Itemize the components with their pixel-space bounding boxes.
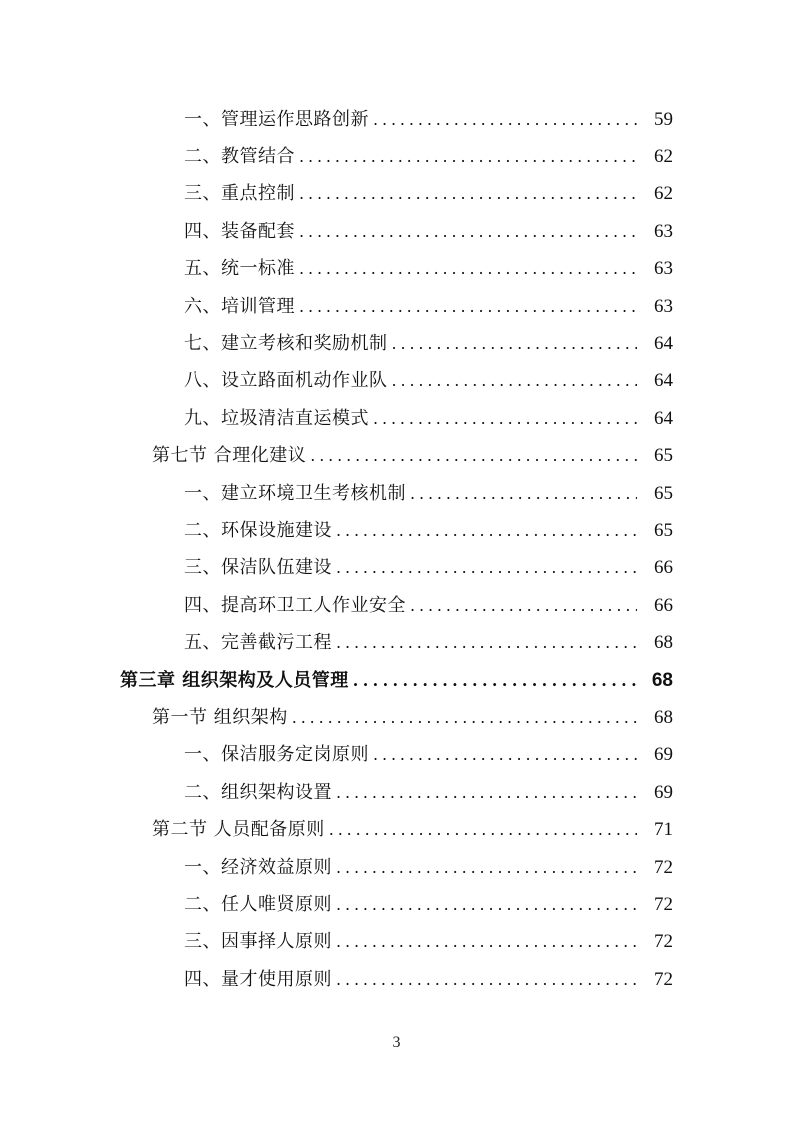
toc-dot-leader (392, 333, 638, 355)
toc-entry-item[interactable] (0, 475, 793, 512)
toc-entry-title: 七、建立考核和奖励机制 (184, 333, 388, 355)
toc-entry-item[interactable] (0, 325, 793, 362)
toc-entry-title: 四、装备配套 (184, 220, 295, 242)
toc-entry-item[interactable] (0, 849, 793, 886)
toc-dot-leader (329, 819, 637, 841)
toc-entry-section[interactable] (0, 438, 793, 475)
toc-entry-title: 六、培训管理 (184, 295, 295, 317)
toc-entry-page-number: 64 (654, 407, 673, 429)
toc-entry-page-number: 65 (654, 519, 673, 541)
toc-entry-title: 九、垃圾清洁直运模式 (184, 407, 369, 429)
toc-entry-item[interactable] (0, 213, 793, 250)
toc-entry-page-number: 72 (654, 931, 673, 953)
toc-entry-section[interactable] (0, 699, 793, 736)
toc-entry-page-number: 66 (654, 557, 673, 579)
toc-entry-item[interactable] (0, 400, 793, 437)
toc-entry-item[interactable] (0, 587, 793, 624)
toc-entry-page-number: 64 (654, 370, 673, 392)
toc-entry-title: 四、量才使用原则 (184, 968, 332, 990)
toc-entry-title: 第一节 组织架构 (152, 706, 288, 728)
toc-dot-leader (299, 221, 637, 243)
toc-entry-item[interactable] (0, 550, 793, 587)
toc-entry-page-number: 63 (654, 258, 673, 280)
toc-entry-title: 第三章 组织架构及人员管理 (120, 669, 349, 691)
toc-entry-item[interactable] (0, 924, 793, 961)
toc-entry-page-number: 64 (654, 333, 673, 355)
toc-dot-leader (310, 445, 637, 467)
toc-entry-title: 三、因事择人原则 (184, 931, 332, 953)
toc-entry-title: 二、教管结合 (184, 146, 295, 168)
table-of-contents (0, 101, 793, 998)
toc-entry-title: 三、重点控制 (184, 183, 295, 205)
toc-entry-title: 三、保洁队伍建设 (184, 557, 332, 579)
toc-dot-leader (336, 857, 637, 879)
toc-dot-leader (336, 520, 637, 542)
toc-dot-leader (353, 670, 637, 692)
toc-entry-title: 二、任人唯贤原则 (184, 893, 332, 915)
toc-entry-section[interactable] (0, 811, 793, 848)
toc-entry-title: 五、完善截污工程 (184, 632, 332, 654)
toc-entry-title: 一、保洁服务定岗原则 (184, 744, 369, 766)
toc-entry-title: 二、组织架构设置 (184, 781, 332, 803)
toc-entry-chapter[interactable] (0, 662, 793, 699)
toc-entry-title: 五、统一标准 (184, 258, 295, 280)
page-number: 3 (392, 1034, 401, 1051)
toc-entry-page-number: 63 (654, 220, 673, 242)
toc-entry-item[interactable] (0, 101, 793, 138)
toc-entry-item[interactable] (0, 176, 793, 213)
toc-dot-leader (373, 744, 637, 766)
toc-entry-item[interactable] (0, 138, 793, 175)
toc-entry-item[interactable] (0, 961, 793, 998)
toc-entry-page-number: 65 (654, 445, 673, 467)
toc-entry-item[interactable] (0, 737, 793, 774)
toc-entry-page-number: 72 (654, 856, 673, 878)
toc-dot-leader (336, 969, 637, 991)
toc-entry-page-number: 68 (654, 632, 673, 654)
toc-entry-page-number: 62 (654, 183, 673, 205)
toc-entry-title: 第二节 人员配备原则 (152, 819, 325, 841)
toc-dot-leader (336, 894, 637, 916)
toc-entry-page-number: 59 (654, 108, 673, 130)
toc-entry-title: 八、设立路面机动作业队 (184, 370, 388, 392)
toc-dot-leader (299, 146, 637, 168)
toc-dot-leader (336, 557, 637, 579)
toc-dot-leader (336, 782, 637, 804)
toc-entry-page-number: 72 (654, 893, 673, 915)
toc-dot-leader (410, 483, 637, 505)
toc-entry-title: 第七节 合理化建议 (152, 445, 307, 467)
toc-entry-page-number: 69 (654, 781, 673, 803)
toc-entry-page-number: 72 (654, 968, 673, 990)
toc-dot-leader (336, 632, 637, 654)
toc-dot-leader (299, 183, 637, 205)
toc-dot-leader (373, 109, 637, 131)
toc-entry-item[interactable] (0, 251, 793, 288)
toc-entry-item[interactable] (0, 624, 793, 661)
toc-entry-title: 二、环保设施建设 (184, 519, 332, 541)
toc-entry-item[interactable] (0, 886, 793, 923)
toc-entry-title: 一、建立环境卫生考核机制 (184, 482, 406, 504)
toc-entry-item[interactable] (0, 288, 793, 325)
toc-dot-leader (336, 931, 637, 953)
toc-entry-item[interactable] (0, 363, 793, 400)
toc-entry-page-number: 68 (651, 669, 673, 691)
toc-entry-item[interactable] (0, 512, 793, 549)
toc-entry-page-number: 66 (654, 594, 673, 616)
toc-dot-leader (392, 370, 638, 392)
toc-entry-page-number: 69 (654, 744, 673, 766)
toc-dot-leader (373, 408, 637, 430)
toc-dot-leader (299, 296, 637, 318)
toc-entry-page-number: 71 (654, 819, 673, 841)
toc-entry-item[interactable] (0, 774, 793, 811)
toc-entry-page-number: 63 (654, 295, 673, 317)
toc-entry-title: 一、管理运作思路创新 (184, 108, 369, 130)
toc-entry-page-number: 68 (654, 706, 673, 728)
toc-entry-title: 四、提高环卫工人作业安全 (184, 594, 406, 616)
toc-dot-leader (410, 595, 637, 617)
toc-dot-leader (299, 258, 637, 280)
toc-dot-leader (292, 707, 637, 729)
toc-entry-page-number: 62 (654, 146, 673, 168)
toc-entry-title: 一、经济效益原则 (184, 856, 332, 878)
toc-entry-page-number: 65 (654, 482, 673, 504)
